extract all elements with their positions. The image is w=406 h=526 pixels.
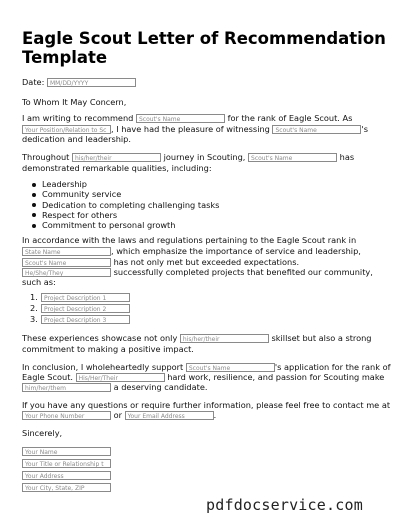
para3-line2 <box>22 246 361 257</box>
list-item: Community service <box>30 189 219 199</box>
your-city-state-zip-field[interactable]: Your City, State, ZIP <box>22 483 111 492</box>
pronoun-field[interactable]: his/her/their <box>180 334 269 343</box>
para1-text: I am writing to recommend <box>22 113 134 123</box>
para6-text: . <box>213 410 217 420</box>
para3-line4 <box>22 267 373 278</box>
scout-name-field[interactable]: Scout's Name <box>136 114 225 123</box>
phone-field[interactable]: Your Phone Number <box>22 411 111 420</box>
scout-name-field[interactable]: Scout's Name <box>272 125 361 134</box>
para5-text: 's application for the rank of <box>274 362 391 372</box>
your-title-field[interactable]: Your Title or Relationship t <box>22 459 111 468</box>
para3-line1: In accordance with the laws and regulations pertaining to the Eagle Scout rank in <box>22 235 357 245</box>
para5-text: a deserving candidate. <box>113 382 208 392</box>
para4-text: skillset but also a strong <box>271 333 372 343</box>
para2-text: journey in Scouting, <box>163 152 246 162</box>
projects-list <box>30 292 130 324</box>
state-field[interactable]: State Name <box>22 247 111 256</box>
para3-line3 <box>22 257 299 268</box>
para4-text: These experiences showcase not only <box>22 333 178 343</box>
project-description-field[interactable]: Project Description 1 <box>41 293 130 302</box>
para2-text: has <box>339 152 355 162</box>
pronoun-field[interactable]: He/She/They <box>22 268 111 277</box>
closing: Sincerely, <box>22 428 63 438</box>
pronoun-field[interactable]: His/Her/Their <box>76 373 165 382</box>
para6-line1: If you have any questions or require further information, please feel free to contact me at <box>22 400 391 410</box>
list-item <box>30 314 130 325</box>
page-title: Eagle Scout Letter of Recommendation Template <box>22 29 386 67</box>
your-address-field[interactable]: Your Address <box>22 471 111 480</box>
list-item: Leadership <box>30 179 219 189</box>
scout-name-field[interactable]: Scout's Name <box>22 258 111 267</box>
para1-text: for the rank of Eagle Scout. As <box>227 113 353 123</box>
para1-line1 <box>22 113 352 124</box>
para1-line3: dedication and leadership. <box>22 134 131 144</box>
para3-line5: such as: <box>22 277 56 287</box>
para5-line2 <box>22 372 384 383</box>
para2-line2: demonstrated remarkable qualities, including: <box>22 163 212 173</box>
pronoun-field[interactable]: his/her/their <box>72 153 161 162</box>
list-item: Dedication to completing challenging tasks <box>30 200 219 210</box>
para5-line3 <box>22 382 208 393</box>
list-number: 2. <box>30 302 38 313</box>
site-watermark: pdfdocservice.com <box>206 496 363 514</box>
para1-text: , I have had the pleasure of witnessing <box>111 124 270 134</box>
para4-line2: commitment to making a positive impact. <box>22 344 194 354</box>
para6-text: or <box>113 410 122 420</box>
qualities-list <box>30 179 219 230</box>
date-label: Date: <box>22 77 45 87</box>
para3-text: successfully completed projects that benefited our community, <box>113 267 373 277</box>
date-field[interactable]: MM/DD/YYYY <box>47 78 136 87</box>
para2-text: Throughout <box>22 152 70 162</box>
project-description-field[interactable]: Project Description 2 <box>41 304 130 313</box>
list-number: 1. <box>30 292 38 302</box>
your-name-field[interactable]: Your Name <box>22 447 111 456</box>
para5-text: Eagle Scout. <box>22 372 74 382</box>
list-item: Commitment to personal growth <box>30 220 219 230</box>
list-number: 3. <box>30 313 38 324</box>
list-item <box>30 292 130 303</box>
para5-text: hard work, resilience, and passion for Scouting make <box>167 372 385 382</box>
para4-line1 <box>22 333 372 344</box>
pronoun-field[interactable]: him/her/them <box>22 383 111 392</box>
para2-line1 <box>22 152 354 163</box>
para5-line1 <box>22 362 390 373</box>
para1-line2 <box>22 124 368 135</box>
para1-text: 's <box>361 124 369 134</box>
scout-name-field[interactable]: Scout's Name <box>248 153 337 162</box>
date-line <box>22 77 136 88</box>
relation-field[interactable]: Your Position/Relation to Sc <box>22 125 111 134</box>
salutation: To Whom It May Concern, <box>22 97 127 107</box>
para5-text: In conclusion, I wholeheartedly support <box>22 362 184 372</box>
para6-line2 <box>22 410 216 421</box>
list-item: Respect for others <box>30 210 219 220</box>
email-field[interactable]: Your Email Address <box>125 411 214 420</box>
project-description-field[interactable]: Project Description 3 <box>41 315 130 324</box>
list-item <box>30 303 130 314</box>
signature-block <box>22 446 111 493</box>
para3-text: , which emphasize the importance of service and leadership, <box>111 246 361 256</box>
para3-text: has not only met but exceeded expectations. <box>113 257 300 267</box>
scout-name-field[interactable]: Scout's Name <box>186 363 275 372</box>
